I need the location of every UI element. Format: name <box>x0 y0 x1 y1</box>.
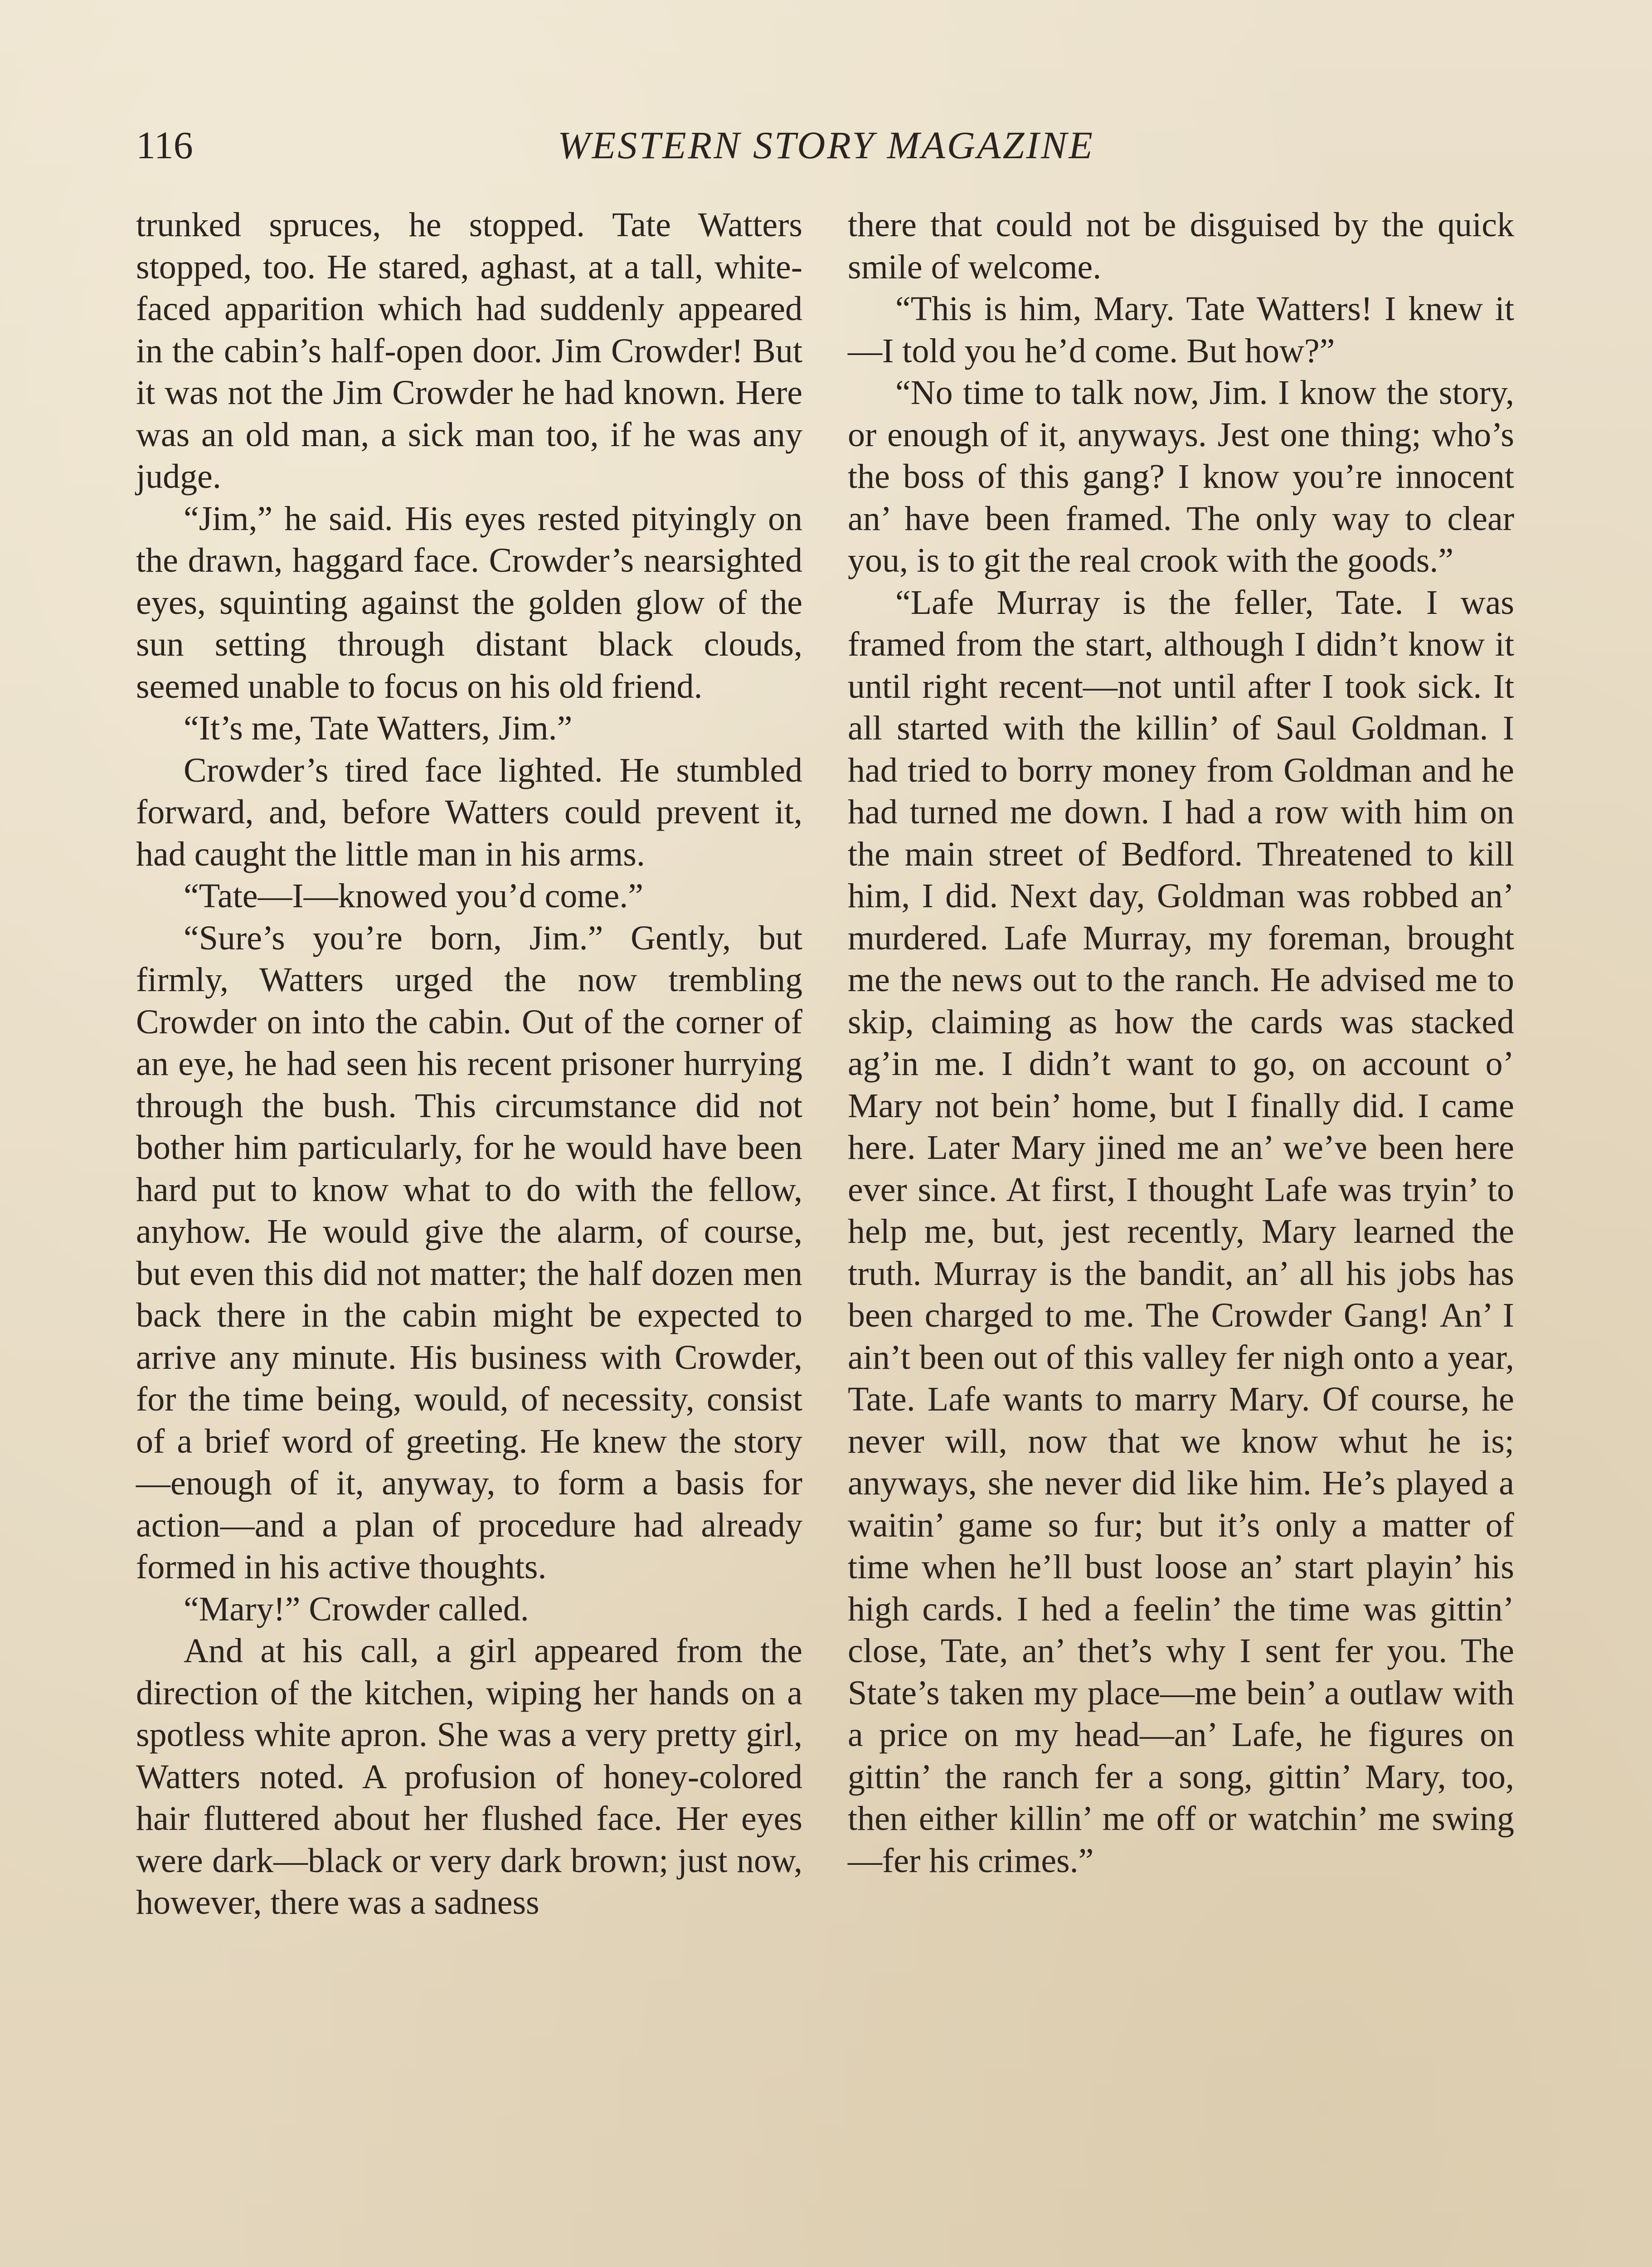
running-head: WESTERN STORY MAGAZINE <box>558 123 1094 167</box>
left-column <box>136 204 802 1924</box>
paragraph: “Mary!” Crowder called. <box>184 1590 529 1628</box>
page-header <box>136 120 1516 170</box>
paragraph: Crowder’s tired face lighted. He stumbled forward, and, before Watters could prevent it, had caught the little man in his arms. <box>136 751 802 873</box>
paragraph: “Jim,” he said. His eyes rested pityingly on the drawn, haggard face. Crowder’s nearsighted eyes, squinting against the golden glow of the sun setting through distant black clouds, seemed unable to focus on his old friend. <box>136 499 802 705</box>
paragraph: “Sure’s you’re born, Jim.” Gently, but firmly, Watters urged the now trembling Crowder on into the cabin. Out of the corner of an eye, he had seen his recent prisoner hurrying through the bush. This circumstance did not bother him particularly, for he would have been hard put to know what to do with the fellow, anyhow. He would give the alarm, of course, but even this did not matter; the half dozen men back there in the cabin might be expected to arrive any minute. His business with Crowder, for the time being, would, of necessity, consist of a brief word of greeting. He knew the story—enough of it, anyway, to form a basis for action—and a plan of procedure had already formed in his active thoughts. <box>136 919 802 1586</box>
paragraph: “No time to talk now, Jim. I know the story, or enough of it, anyways. Jest one thing; who’s the boss of this gang? I know you’re innocent an’ have been framed. The only way to clear you, is to git the real crook with the goods.” <box>848 374 1514 579</box>
right-column <box>848 204 1514 1882</box>
paragraph: there that could not be disguised by the quick smile of welcome. <box>848 206 1514 286</box>
paragraph: “Tate—I—knowed you’d come.” <box>184 877 643 915</box>
paragraph: “Lafe Murray is the feller, Tate. I was framed from the start, although I didn’t know it until right recent—not until after I took sick. It all started with the killin’ of Saul Goldman. I had tried to borry money from Goldman and he had turned me down. I had a row with him on the main street of Bedford. Threatened to kill him, I did. Next day, Goldman was robbed an’ murdered. Lafe Murray, my foreman, brought me the news out to the ranch. He advised me to skip, claiming as how the cards was stacked ag’in me. I didn’t want to go, on account o’ Mary not bein’ home, but I finally did. I came here. Later Mary jined me an’ we’ve been here ever since. At first, I thought Lafe was tryin’ to help me, but, jest recently, Mary learned the truth. Murray is the bandit, an’ all his jobs has been charged to me. The Crowder Gang! An’ I ain’t been out of this valley fer nigh onto a year, Tate. Lafe wants to marry Mary. Of course, he never will, now that we know whut he is; anyways, she never did like him. He’s played a waitin’ game so fur; but it’s only a matter of time when he’ll bust loose an’ start playin’ his high cards. I hed a feelin’ the time was gittin’ close, Tate, an’ thet’s why I sent fer you. The State’s taken my place—me bein’ a outlaw with a price on my head—an’ Lafe, he figures on gittin’ the ranch fer a song, gittin’ Mary, too, then either killin’ me off or watchin’ me swing—fer his crimes.” <box>848 583 1514 1880</box>
paragraph: “This is him, Mary. Tate Watters! I knew it—I told you he’d come. But how?” <box>848 290 1514 370</box>
page-number: 116 <box>136 123 193 167</box>
paragraph: And at his call, a girl appeared from the direction of the kitchen, wiping her hands on a spotless white apron. She was a very pretty girl, Watters noted. A profusion of honey-colored hair fluttered about her flushed face. Her eyes were dark—black or very dark brown; just now, however, there was a sadness <box>136 1632 802 1922</box>
paragraph: “It’s me, Tate Watters, Jim.” <box>184 709 573 747</box>
paragraph: trunked spruces, he stopped. Tate Watters stopped, too. He stared, aghast, at a tall, white-faced apparition which had suddenly appeared in the cabin’s half-open door. Jim Crowder! But it was not the Jim Crowder he had known. Here was an old man, a sick man too, if he was any judge. <box>136 206 802 496</box>
